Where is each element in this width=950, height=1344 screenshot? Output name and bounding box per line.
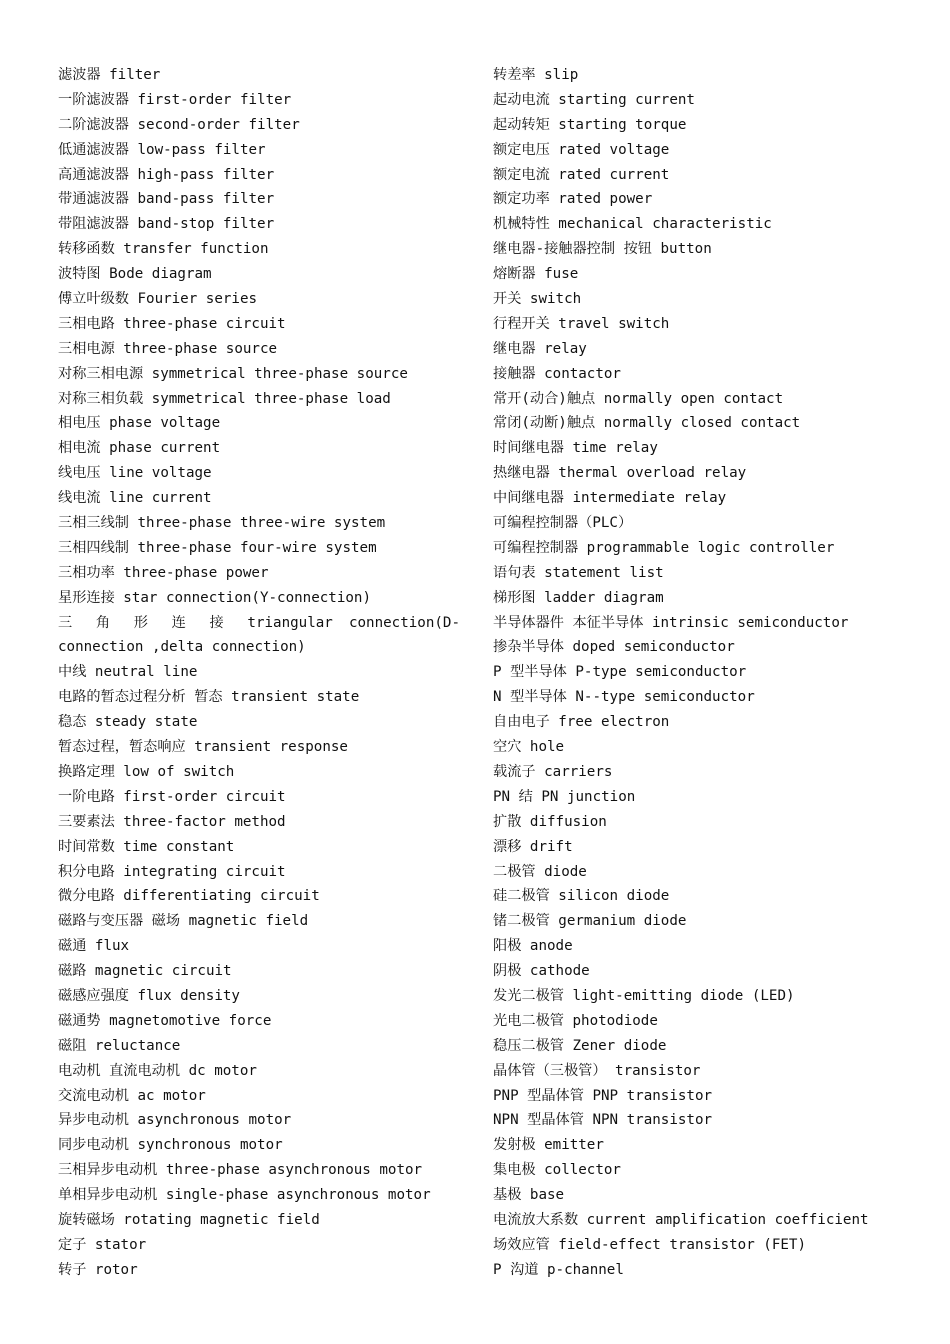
glossary-entry: 一阶滤波器 first-order filter bbox=[58, 91, 292, 108]
glossary-entry: 载流子 carriers bbox=[493, 763, 613, 780]
glossary-entry: 相电流 phase current bbox=[58, 440, 221, 457]
glossary-entry: 热继电器 thermal overload relay bbox=[493, 465, 747, 482]
glossary-entry: 中间继电器 intermediate relay bbox=[493, 490, 727, 507]
glossary-entry: 磁通 flux bbox=[58, 938, 130, 955]
glossary-entry: 磁通势 magnetomotive force bbox=[58, 1012, 272, 1029]
glossary-entry: 转移函数 transfer function bbox=[58, 241, 269, 258]
glossary-entry: N 型半导体 N--type semiconductor bbox=[493, 689, 755, 706]
glossary-entry: 起动转矩 starting torque bbox=[493, 116, 687, 133]
glossary-entry: 三相电源 three-phase source bbox=[58, 340, 278, 357]
glossary-entry: 开关 switch bbox=[493, 291, 582, 308]
glossary-entry: 线电压 line voltage bbox=[58, 465, 212, 482]
glossary-entry: 掺杂半导体 doped semiconductor bbox=[493, 639, 735, 656]
glossary-entry: 接触器 contactor bbox=[493, 365, 621, 382]
glossary-entry: 带阻滤波器 band-stop filter bbox=[58, 216, 275, 233]
glossary-entry: 转子 rotor bbox=[58, 1261, 138, 1278]
glossary-entry: 二极管 diode bbox=[493, 863, 587, 880]
glossary-entry: 电动机 直流电动机 dc motor bbox=[58, 1062, 257, 1079]
glossary-entry: 光电二极管 photodiode bbox=[493, 1012, 658, 1029]
glossary-entry: 微分电路 differentiating circuit bbox=[58, 888, 320, 905]
glossary-entry: 时间继电器 time relay bbox=[493, 440, 658, 457]
glossary-entry: 半导体器件 本征半导体 intrinsic semiconductor bbox=[493, 614, 849, 631]
glossary-entry: 同步电动机 synchronous motor bbox=[58, 1137, 283, 1154]
glossary-entry: 额定功率 rated power bbox=[493, 191, 653, 208]
glossary-entry: 相电压 phase voltage bbox=[58, 415, 221, 432]
glossary-entry: 暂态过程，暂态响应 transient response bbox=[58, 739, 348, 756]
glossary-entry: 阴极 cathode bbox=[493, 963, 590, 980]
glossary-entry: 梯形图 ladder diagram bbox=[493, 589, 664, 606]
glossary-entry: 集电极 collector bbox=[493, 1162, 621, 1179]
glossary-entry: 积分电路 integrating circuit bbox=[58, 863, 286, 880]
glossary-entry: 机械特性 mechanical characteristic bbox=[493, 216, 772, 233]
glossary-entry: 电流放大系数 current amplification coefficient bbox=[493, 1211, 869, 1228]
glossary-entry: 可编程控制器 programmable logic controller bbox=[493, 539, 835, 556]
glossary-entry: 三相异步电动机 three-phase asynchronous motor bbox=[58, 1162, 423, 1179]
glossary-entry: 电路的暂态过程分析 暂态 transient state bbox=[58, 689, 360, 706]
glossary-entry: 三相功率 three-phase power bbox=[58, 564, 269, 581]
glossary-entry: 交流电动机 ac motor bbox=[58, 1087, 206, 1104]
glossary-entry: 场效应管 field-effect transistor (FET) bbox=[493, 1236, 806, 1253]
glossary-entry: 低通滤波器 low-pass filter bbox=[58, 141, 266, 158]
glossary-entry: 高通滤波器 high-pass filter bbox=[58, 166, 275, 183]
glossary-entry: 常开(动合)触点 normally open contact bbox=[493, 390, 784, 407]
right-column-glossary bbox=[493, 63, 923, 1283]
glossary-entry: 晶体管（三极管） transistor bbox=[493, 1062, 701, 1079]
glossary-entry: 磁感应强度 flux density bbox=[58, 987, 240, 1004]
glossary-entry: 时间常数 time constant bbox=[58, 838, 235, 855]
glossary-entry: 滤波器 filter bbox=[58, 67, 161, 83]
glossary-entry: 常闭(动断)触点 normally closed contact bbox=[493, 415, 801, 432]
glossary-entry: 继电器 relay bbox=[493, 340, 587, 357]
glossary-entry: 三 角 形 连 接 triangular connection(D- bbox=[58, 614, 460, 631]
glossary-entry: 二阶滤波器 second-order filter bbox=[58, 116, 300, 133]
glossary-entry: 可编程控制器（PLC） bbox=[493, 515, 633, 532]
glossary-entry: 三相电路 three-phase circuit bbox=[58, 315, 286, 332]
glossary-entry: 锗二极管 germanium diode bbox=[493, 913, 687, 930]
glossary-entry: connection ,delta connection) bbox=[58, 639, 306, 656]
glossary-entry: 磁路与变压器 磁场 magnetic field bbox=[58, 913, 309, 930]
glossary-entry: 傅立叶级数 Fourier series bbox=[58, 291, 258, 308]
glossary-entry: 漂移 drift bbox=[493, 838, 573, 855]
glossary-entry: 语句表 statement list bbox=[493, 564, 664, 581]
glossary-entry: 转差率 slip bbox=[493, 67, 579, 83]
glossary-entry: NPN 型晶体管 NPN transistor bbox=[493, 1112, 713, 1129]
glossary-entry: 发射极 emitter bbox=[493, 1137, 604, 1154]
glossary-entry: 三要素法 three-factor method bbox=[58, 813, 286, 830]
glossary-entry: 继电器-接触器控制 按钮 button bbox=[493, 241, 712, 258]
glossary-entry: 自由电子 free electron bbox=[493, 714, 670, 731]
glossary-entry: 对称三相负载 symmetrical three-phase load bbox=[58, 390, 391, 407]
left-column-glossary bbox=[58, 63, 460, 1283]
glossary-entry: P 型半导体 P-type semiconductor bbox=[493, 664, 747, 681]
glossary-entry: 额定电压 rated voltage bbox=[493, 141, 670, 158]
glossary-entry: 空穴 hole bbox=[493, 739, 565, 756]
glossary-entry: 线电流 line current bbox=[58, 490, 212, 507]
glossary-entry: 基极 base bbox=[493, 1187, 565, 1204]
glossary-entry: 行程开关 travel switch bbox=[493, 315, 670, 332]
glossary-entry: 异步电动机 asynchronous motor bbox=[58, 1112, 292, 1129]
glossary-entry: 单相异步电动机 single-phase asynchronous motor bbox=[58, 1187, 431, 1204]
glossary-entry: 发光二极管 light-emitting diode (LED) bbox=[493, 987, 795, 1004]
glossary-entry: 定子 stator bbox=[58, 1236, 147, 1253]
glossary-entry: 阳极 anode bbox=[493, 938, 573, 955]
glossary-entry: 磁阻 reluctance bbox=[58, 1037, 181, 1054]
glossary-entry: 磁路 magnetic circuit bbox=[58, 963, 232, 980]
glossary-entry: 熔断器 fuse bbox=[493, 266, 579, 283]
glossary-entry: PNP 型晶体管 PNP transistor bbox=[493, 1087, 713, 1104]
glossary-entry: 稳态 steady state bbox=[58, 714, 198, 731]
glossary-entry: 稳压二极管 Zener diode bbox=[493, 1037, 667, 1054]
glossary-entry: 对称三相电源 symmetrical three-phase source bbox=[58, 365, 408, 382]
glossary-entry: 星形连接 star connection(Y-connection) bbox=[58, 589, 371, 606]
glossary-entry: 带通滤波器 band-pass filter bbox=[58, 191, 275, 208]
glossary-entry: 换路定理 low of switch bbox=[58, 763, 235, 780]
glossary-entry: 扩散 diffusion bbox=[493, 813, 607, 830]
glossary-entry: PN 结 PN junction bbox=[493, 788, 636, 805]
glossary-entry: 中线 neutral line bbox=[58, 664, 198, 681]
glossary-entry: 旋转磁场 rotating magnetic field bbox=[58, 1211, 320, 1228]
glossary-entry: 硅二极管 silicon diode bbox=[493, 888, 670, 905]
glossary-entry: P 沟道 p-channel bbox=[493, 1261, 624, 1278]
glossary-entry: 额定电流 rated current bbox=[493, 166, 670, 183]
glossary-entry: 三相三线制 three-phase three-wire system bbox=[58, 515, 386, 532]
glossary-entry: 一阶电路 first-order circuit bbox=[58, 788, 286, 805]
glossary-entry: 波特图 Bode diagram bbox=[58, 266, 212, 283]
glossary-entry: 起动电流 starting current bbox=[493, 91, 695, 108]
glossary-entry: 三相四线制 three-phase four-wire system bbox=[58, 539, 377, 556]
